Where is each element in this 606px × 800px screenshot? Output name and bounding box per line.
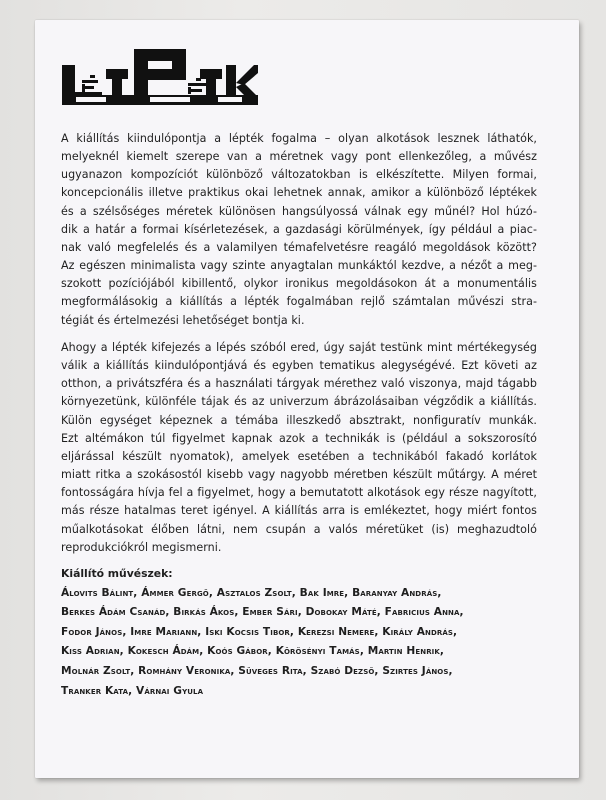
text-line: Az egészen minimalista vagy szinte anyagtalan munkáktól kezdve, a nézőt a meg-: [61, 259, 537, 273]
text-line: szokott pozíciójából kibillentő, olykor ironikus megoldásokon át a monumentális: [61, 277, 537, 291]
artist-names-line: Molnár Zsolt, Romhány Veronika, Süveges Rita, Szabó Dezső, Szirtes János,: [61, 664, 453, 677]
text-line: Külön egységet képeznek a témába illeszkedő absztrakt, nonfiguratív munkák.: [61, 413, 537, 427]
text-line: és a szélsőséges méretek különösen hangsúlyossá válnak egy műnél? Hol húzó-: [61, 204, 537, 218]
text-line: Ahogy a lépték kifejezés a lépés szóból ered, úgy saját testünk mint mértékegység: [61, 341, 537, 354]
artists-section: [61, 564, 537, 701]
text-line: eljárással készült nyomatok), amelyek esetében a technikából fakadó korlátok: [61, 449, 537, 463]
text-line: fontosságára hívja fel a figyelmet, hogy a bemutatott alkotások egy része nagyított,: [61, 486, 537, 500]
artist-names-line: Álovits Bálint, Ámmer Gergő, Asztalos Zsolt, Bak Imre, Baranyay András,: [61, 586, 442, 599]
text-line: más része hatalmas teret igényel. A kiállítás arra is emlékeztet, hogy miért fontos: [61, 504, 537, 518]
text-line: megformálásokig a kiállítás a lépték fogalmában rejlő számtalan művészi stra-: [61, 295, 537, 309]
text-line: otthon, a privátszféra és a használati tárgyak mérethez való viszonya, majd tágabb: [61, 377, 537, 391]
text-line: műalkotásokat élőben látni, nem csupán a valós méretüket (is) meghazudtoló: [61, 522, 537, 536]
body-paragraph: [61, 339, 537, 557]
text-line: koncepcionális illetve praktikus okai lehetnek annak, amikor a különböző léptékek: [61, 186, 537, 200]
artist-names-line: Kiss Adrian, Kokesch Ádám, Koós Gábor, Körösényi Tamás, Martin Henrik,: [61, 645, 445, 658]
artist-names-line: Fodor János, Imre Mariann, Iski Kocsis Tibor, Kerezsi Nemere, Király András,: [61, 625, 458, 638]
text-line: melyeknél kiemelt szerepe van a méretnek vagy pont ellenkezőleg, a művész: [61, 150, 537, 164]
text-line: válik a kiállítás kiindulópontjává és egyben tematikus alegységévé. Ezt követi az: [61, 359, 537, 373]
text-line: környezetünk, különféle tájak és az univerzum ábrázolásaiban végződik a kiállítás.: [61, 395, 537, 409]
text-line: reprodukciókról megismerni.: [61, 540, 222, 554]
text-line: miatt ritka a szokásostól kisebb vagy nagyobb méretben készült műtárgy. A méret: [61, 468, 537, 482]
text-line: dik a határ a formai kísérletezések, a gazdasági körülmények, így például a piac-: [61, 222, 537, 236]
text-line: Ezt altémákon túl figyelmet kapnak azok a technikák is (például a sokszorosító: [61, 431, 537, 445]
text-line: tégiát és értelmezési lehetőséget bontja ki.: [61, 313, 305, 327]
artist-names-line: Tranker Kata, Várnai Gyula: [61, 684, 204, 697]
artist-names-line: Berkes Ádám Csanád, Birkás Ákos, Ember Sári, Dobokay Máté, Fabricius Anna,: [61, 606, 464, 619]
text-line: nak való megfelelés és a valamilyen témafelvetésre reagáló megoldások között?: [61, 240, 537, 254]
text-line: A kiállítás kiindulópontja a lépték fogalma – olyan alkotások lesznek láthatók,: [61, 132, 537, 145]
exhibition-logo: [60, 47, 260, 109]
text-line: ugyanazon kompozíciót különböző változatokban is elkészítette. Milyen formai,: [61, 168, 537, 182]
lepték-logo-graphic: [60, 47, 260, 109]
intro-paragraph: [61, 130, 537, 330]
artists-heading: Kiállító művészek:: [61, 567, 173, 580]
